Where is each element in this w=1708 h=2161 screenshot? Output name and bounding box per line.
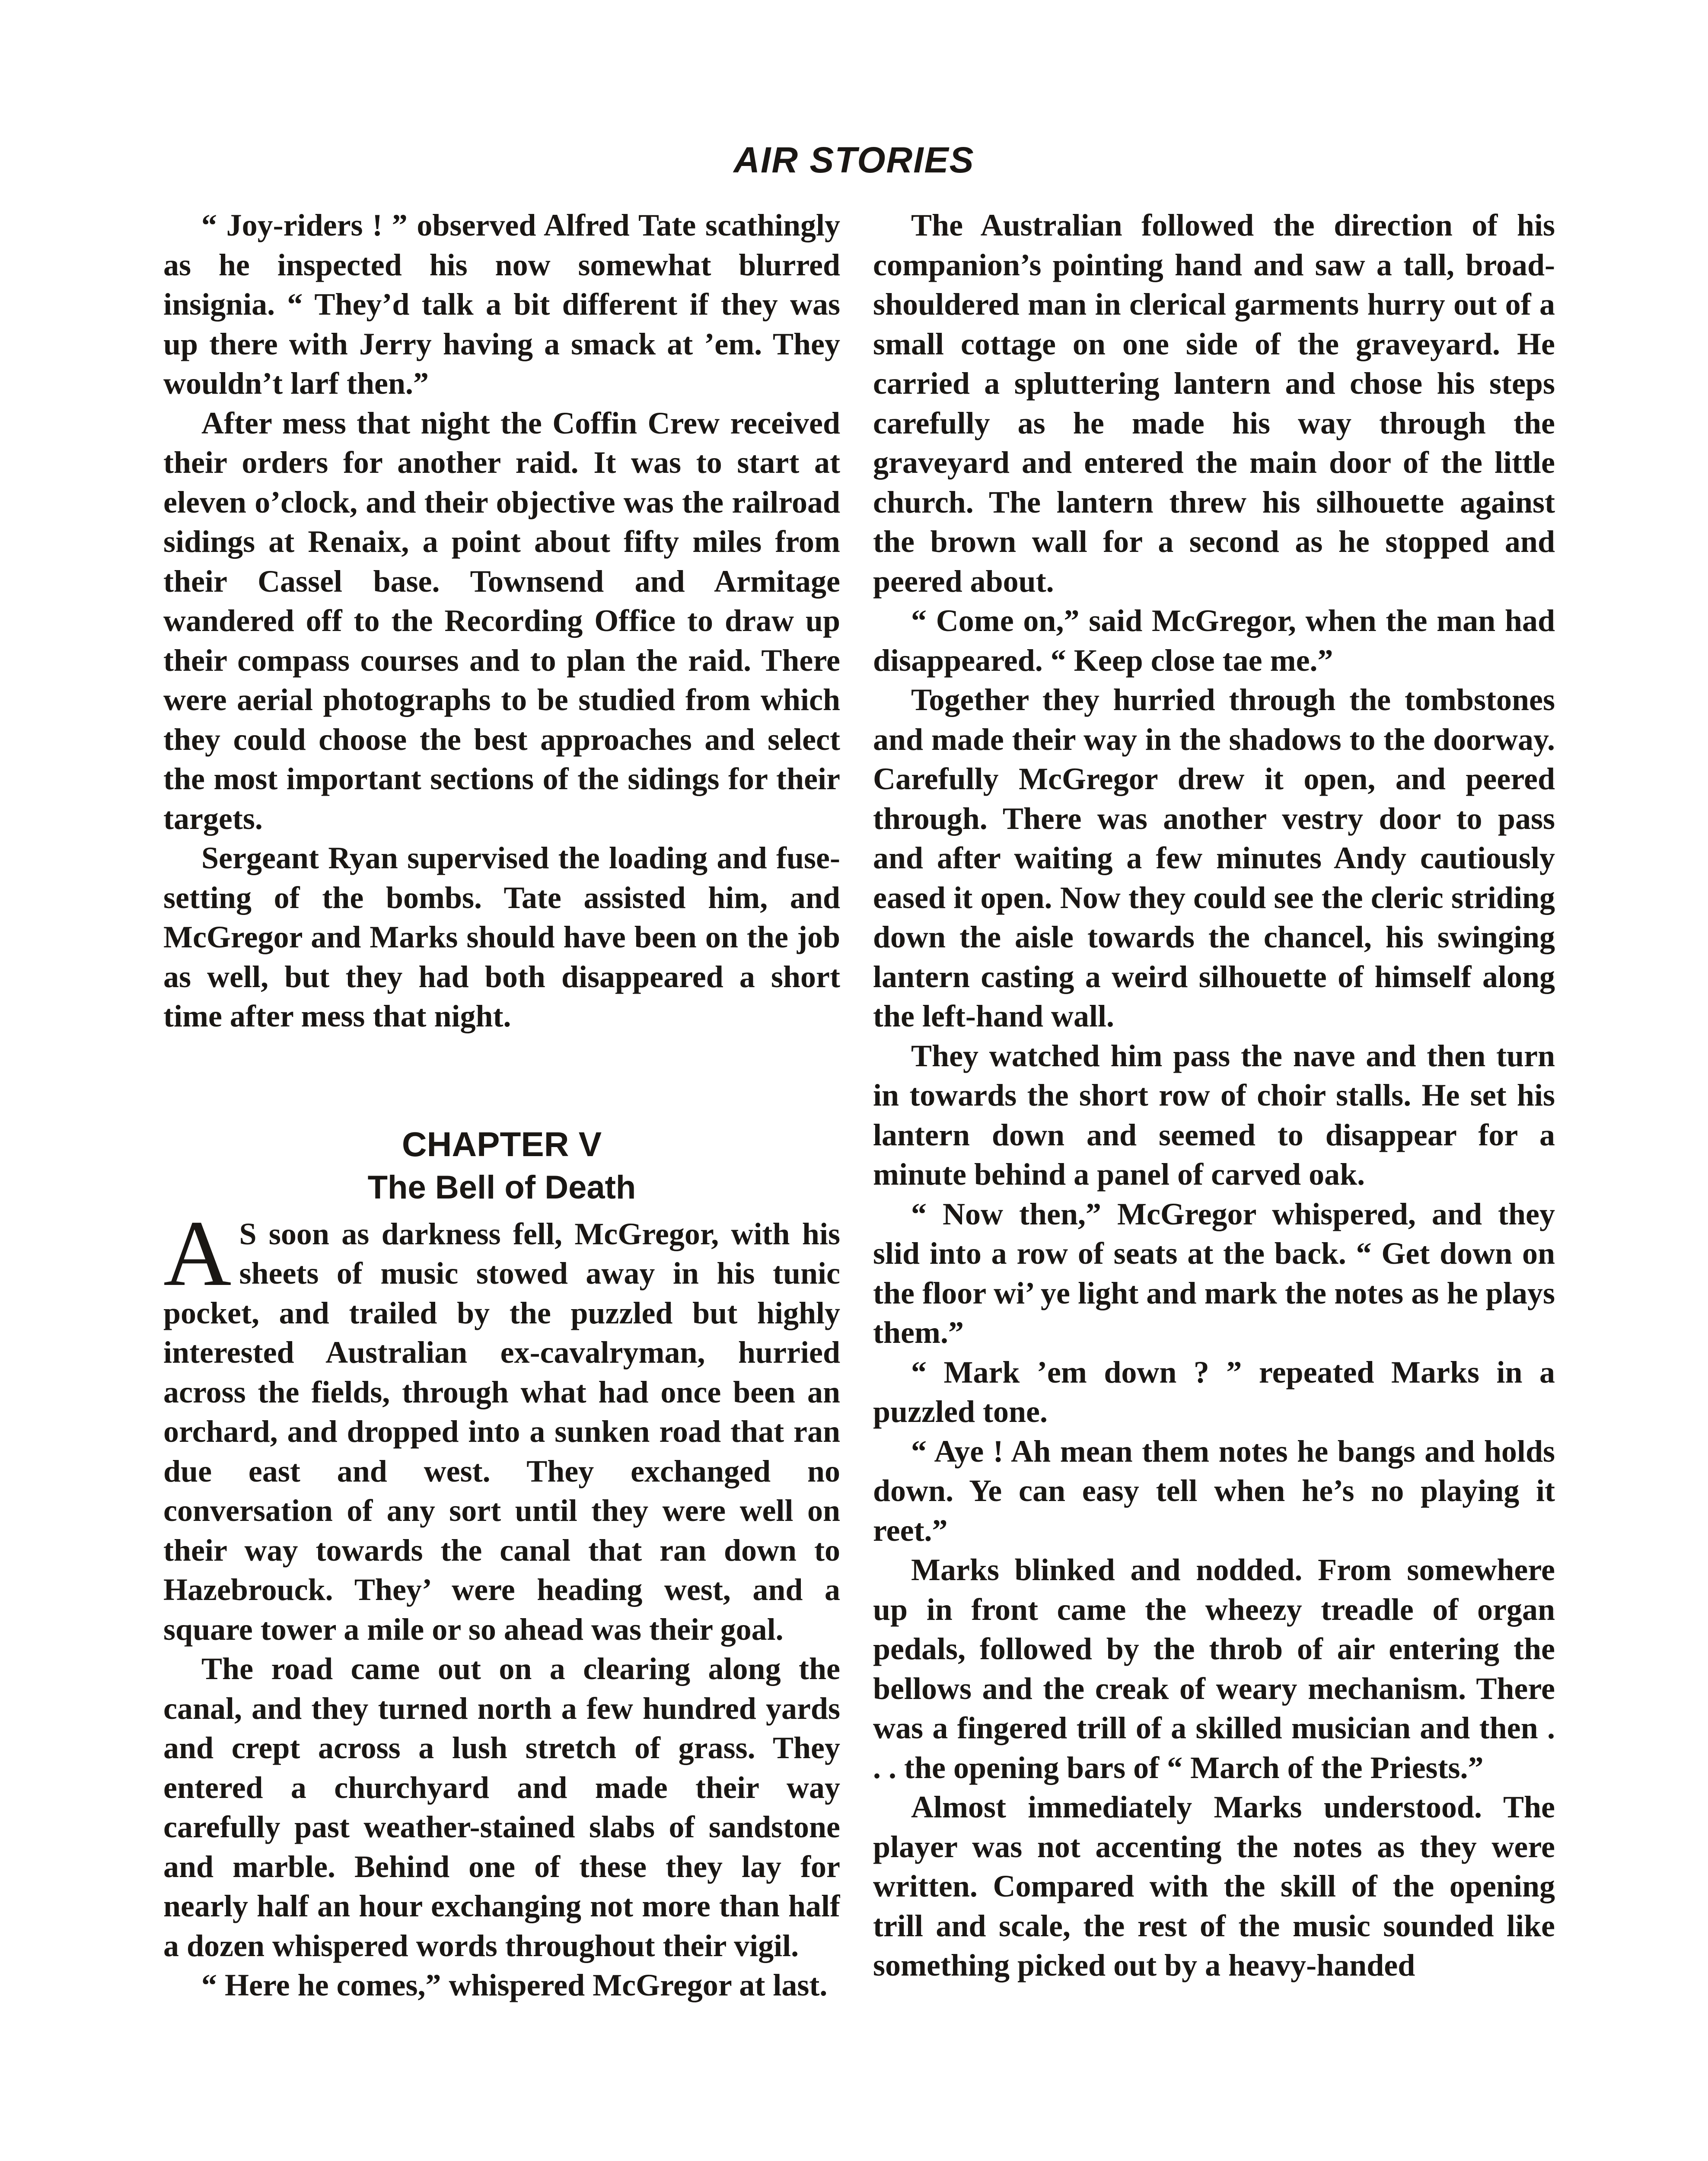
chapter-heading — [163, 1123, 840, 1209]
paragraph: “ Mark ’em down ? ” repeated Marks in a puzzled tone. — [873, 1355, 1555, 1429]
right-column — [873, 206, 1555, 2161]
paragraph: Together they hurried through the tombstones and made their way in the shadows to the doorway. Carefully McGregor drew it open, and peered through. There was another vestry door to pass and after waiting a few minutes Andy cautiously eased it open. Now they could see the cleric striding down the aisle towards the chancel, his swinging lantern casting a weird silhouette of himself along the left-hand wall. — [873, 682, 1555, 1033]
paragraph: After mess that night the Coffin Crew received their orders for another raid. It was to start at eleven o’clock, and their objective was the railroad sidings at Renaix, a point about fifty miles from their Cassel base. Townsend and Armitage wandered off to the Recording Office to draw up their compass courses and to plan the raid. There were aerial photographs to be studied from which they could choose the best approaches and select the most important sections of the sidings for their targets. — [163, 405, 840, 836]
paragraph: The Australian followed the direction of his companion’s pointing hand and saw a tall, broad-shouldered man in clerical garments hurry out of a small cottage on one side of the graveyard. He carried a spluttering lantern and chose his steps carefully as he made his way through the graveyard and entered the main door of the little church. The lantern threw his silhouette against the brown wall for a second as he stopped and peered about. — [873, 208, 1555, 599]
dropcap-paragraph-text: S soon as darkness fell, McGregor, with his sheets of music stowed away in his tunic pocket, and trailed by the puzzled but highly interested Australian ex-cavalryman, hurried across the fields, through what had once been an orchard, and dropped into a sunken road that ran due east and west. They exchanged no conversation of any sort until they were well on their way towards the canal that ran down to Hazebrouck. They’ were heading west, and a square tower a mile or so ahead was their goal. — [163, 1216, 840, 1647]
paragraph: The road came out on a clearing along the canal, and they turned north a few hundred yards and crept across a lush stretch of grass. They entered a churchyard and made their way carefully past weather-stained slabs of sandstone and marble. Behind one of these they lay for nearly half an hour exchanging not more than half a dozen whispered words throughout their vigil. — [163, 1651, 840, 1963]
paragraph: “ Here he comes,” whispered McGregor at last. — [201, 1968, 828, 2002]
chapter-subtitle: The Bell of Death — [367, 1169, 636, 1206]
running-header: AIR STORIES — [733, 140, 975, 180]
left-column — [163, 206, 840, 2161]
paragraph: “ Now then,” McGregor whispered, and they slid into a row of seats at the back. “ Get down on the floor wi’ ye light and mark the notes as he plays them.” — [873, 1196, 1555, 1350]
paragraph: Almost immediately Marks understood. The player was not accenting the notes as they were written. Compared with the skill of the opening trill and scale, the rest of the music sounded like something picked out by a heavy-handed — [873, 1790, 1555, 1983]
paragraph: “ Come on,” said McGregor, when the man had disappeared. “ Keep close tae me.” — [873, 603, 1555, 678]
dropcap-paragraph — [163, 1201, 840, 1650]
drop-cap-letter: A — [163, 1201, 232, 1306]
paragraph: Sergeant Ryan supervised the loading and fuse-setting of the bombs. Tate assisted him, and McGregor and Marks should have been on the job as well, but they had both disappeared a short time after mess that night. — [163, 841, 840, 1033]
paragraph: They watched him pass the nave and then turn in towards the short row of choir stalls. He set his lantern down and seemed to disappear for a minute behind a panel of carved oak. — [873, 1038, 1555, 1192]
paragraph: “ Joy-riders ! ” observed Alfred Tate scathingly as he inspected his now somewhat blurred insignia. “ They’d talk a bit different if they was up there with Jerry having a smack at ’em. They wouldn’t larf then.” — [163, 208, 840, 401]
paragraph: Marks blinked and nodded. From somewhere up in front came the wheezy treadle of organ pedals, followed by the throb of air entering the bellows and the creak of weary mechanism. There was a fingered trill of a skilled musician and then . . . the opening bars of “ March of the Priests.” — [873, 1552, 1555, 1785]
chapter-title: CHAPTER V — [402, 1125, 602, 1163]
paragraph: “ Aye ! Ah mean them notes he bangs and holds down. Ye can easy tell when he’s no playing it reet.” — [873, 1434, 1555, 1548]
